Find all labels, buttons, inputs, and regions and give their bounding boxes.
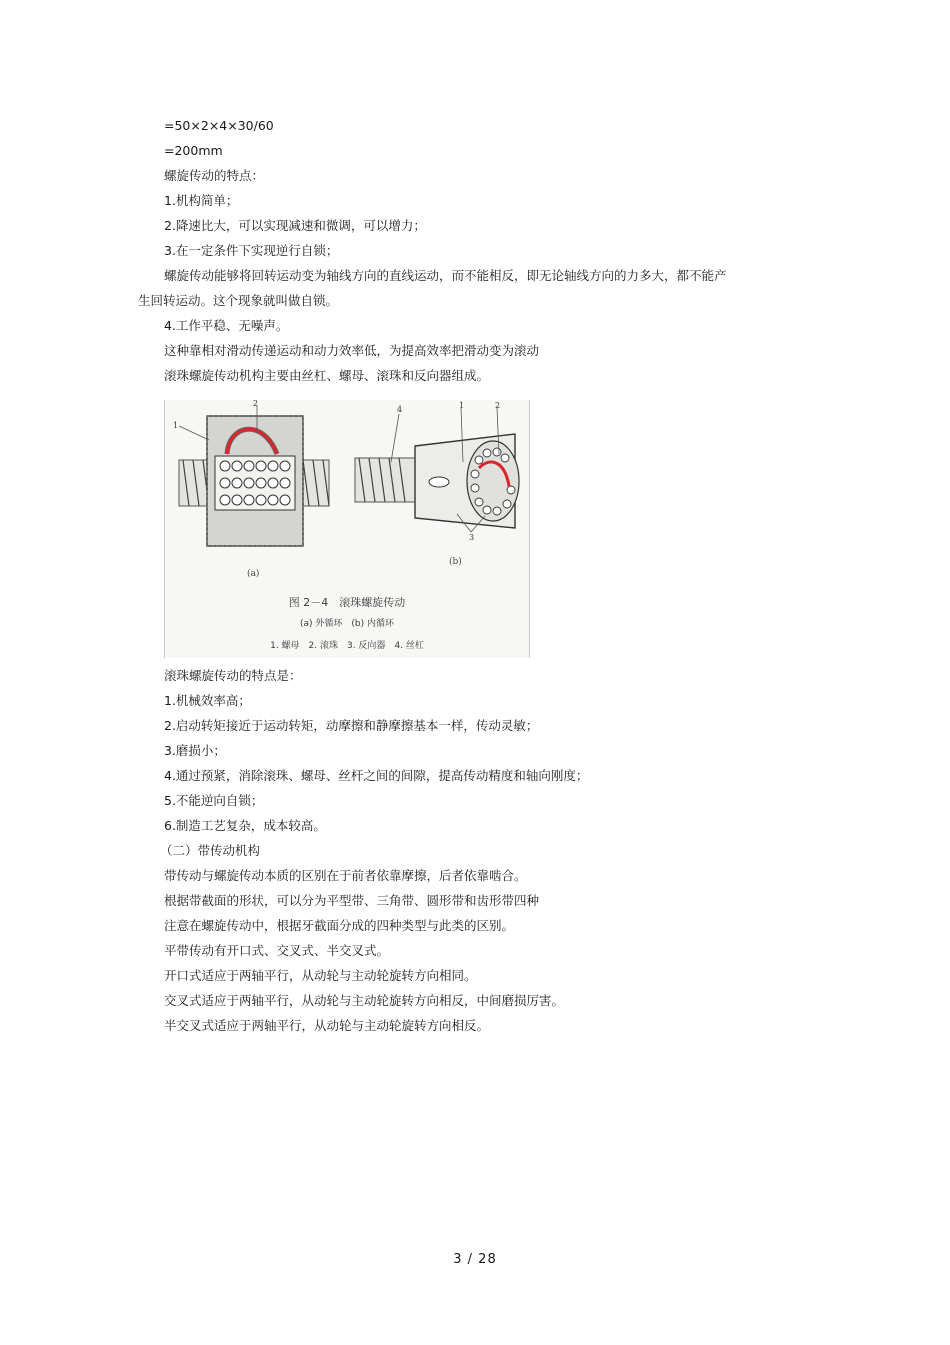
list-item: 6.制造工艺复杂，成本较高。 bbox=[164, 818, 326, 833]
part-label: 2 bbox=[495, 401, 501, 410]
paragraph-line: 生回转运动。这个现象就叫做自锁。 bbox=[138, 293, 339, 308]
figure-legend: 1. 螺母 2. 滚珠 3. 反向器 4. 丝杠 bbox=[270, 641, 424, 651]
figure-subcaption: (a) 外循环 (b) 内循环 bbox=[300, 619, 394, 629]
paragraph-line: 带传动与螺旋传动本质的区别在于前者依靠摩擦，后者依靠啮合。 bbox=[164, 868, 527, 883]
list-item: 1.机械效率高； bbox=[164, 693, 251, 708]
paragraph-line: 平带传动有开口式、交叉式、半交叉式。 bbox=[164, 943, 390, 958]
list-item: 3.在一定条件下实现逆行自锁； bbox=[164, 243, 339, 258]
list-item: 2.降速比大，可以实现减速和微调，可以增力； bbox=[164, 218, 426, 233]
paragraph-line: 根据带截面的形状，可以分为平型带、三角带、圆形带和齿形带四种 bbox=[164, 893, 540, 908]
part-label: 2 bbox=[253, 400, 259, 408]
figure-caption: 图 2－4 滚珠螺旋传动 bbox=[288, 596, 406, 609]
list-item: 1.机构简单； bbox=[164, 193, 239, 208]
ball-screw-external-diagram bbox=[179, 406, 329, 546]
part-label: 3 bbox=[469, 533, 475, 542]
part-label: 4 bbox=[397, 405, 403, 414]
page-number: 3 / 28 bbox=[453, 1252, 497, 1267]
text-line: =50×2×4×30/60 bbox=[164, 118, 274, 133]
part-label: 1 bbox=[173, 421, 179, 430]
part-label: 1 bbox=[459, 401, 465, 410]
panel-b-label: (b) bbox=[449, 557, 462, 567]
paragraph-line: 交叉式适应于两轴平行，从动轮与主动轮旋转方向相反，中间磨损厉害。 bbox=[164, 993, 565, 1008]
list-item: 2.启动转矩接近于运动转矩，动摩擦和静摩擦基本一样，传动灵敏； bbox=[164, 718, 539, 733]
section-heading: 螺旋传动的特点： bbox=[164, 168, 265, 183]
text-line: =200mm bbox=[164, 143, 223, 158]
paragraph-line: 这种靠相对滑动传递运动和动力效率低，为提高效率把滑动变为滚动 bbox=[164, 343, 540, 358]
panel-a-label: (a) bbox=[247, 569, 260, 579]
ball-screw-figure bbox=[164, 400, 530, 658]
paragraph-line: 半交叉式适应于两轴平行，从动轮与主动轮旋转方向相反。 bbox=[164, 1018, 490, 1033]
list-item: 4.通过预紧，消除滚珠、螺母、丝杆之间的间隙，提高传动精度和轴向刚度； bbox=[164, 768, 589, 783]
paragraph-line: 螺旋传动能够将回转运动变为轴线方向的直线运动，而不能相反，即无论轴线方向的力多大，都不能产 bbox=[164, 268, 727, 283]
section-heading: 滚珠螺旋传动的特点是： bbox=[164, 668, 302, 683]
list-item: 3.磨损小； bbox=[164, 743, 226, 758]
paragraph-line: 开口式适应于两轴平行，从动轮与主动轮旋转方向相同。 bbox=[164, 968, 477, 983]
paragraph-line: 滚珠螺旋传动机构主要由丝杠、螺母、滚珠和反向器组成。 bbox=[164, 368, 490, 383]
section-heading: （二）带传动机构 bbox=[160, 843, 261, 858]
list-item: 4.工作平稳、无噪声。 bbox=[164, 318, 289, 333]
paragraph-line: 注意在螺旋传动中，根据牙截面分成的四种类型与此类的区别。 bbox=[164, 918, 515, 933]
list-item: 5.不能逆向自锁； bbox=[164, 793, 264, 808]
ball-screw-internal-diagram bbox=[355, 408, 519, 532]
